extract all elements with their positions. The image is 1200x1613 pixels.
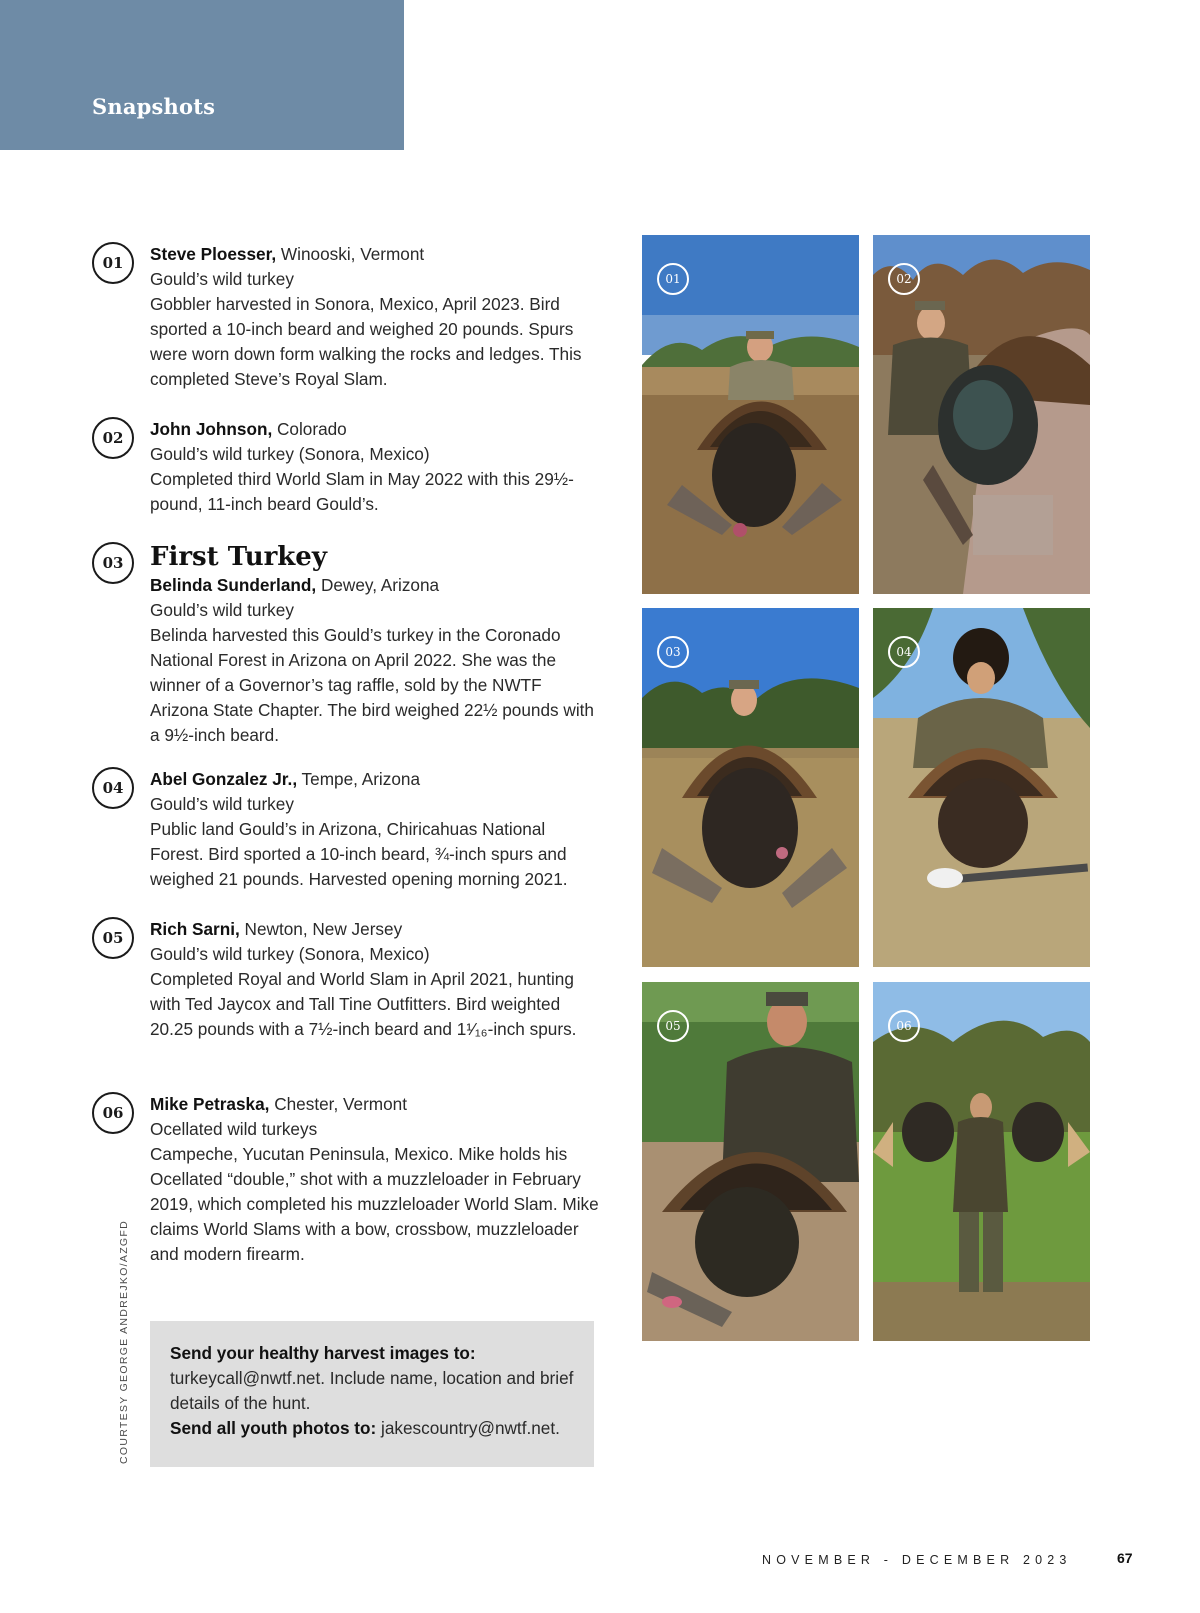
entry-name: Mike Petraska,: [150, 1094, 270, 1114]
entry-details: Completed third World Slam in May 2022 with this 29½-pound, 11-inch beard Gould’s.: [150, 469, 574, 514]
photo-number-badge: 03: [657, 636, 689, 668]
entry-details: Belinda harvested this Gould’s turkey in the Coronado National Forest in Arizona on April 2022. She was the winner of a Governor’s tag raffle, sold by the NWTF Arizona State Chapter. The bird weighed 22½ pounds with a 9½-inch beard.: [150, 625, 594, 745]
entry-number-badge: 04: [92, 767, 134, 809]
entry-details: Gobbler harvested in Sonora, Mexico, April 2023. Bird sported a 10-inch beard and weighed 20 pounds. Spurs were worn down form walking the rocks and ledges. This completed Steve’s Royal Slam.: [150, 294, 582, 389]
photo-05: [642, 982, 859, 1341]
entry-species: Gould’s wild turkey: [150, 794, 294, 814]
entry-name: Abel Gonzalez Jr.,: [150, 769, 298, 789]
entry-text: [150, 767, 600, 892]
entry-name: John Johnson,: [150, 419, 273, 439]
entry-details: Completed Royal and World Slam in April 2021, hunting with Ted Jaycox and Tall Tine Outfitters. Bird weighted 20.25 pounds with a 7½-inch beard and 1¹⁄₁₆-inch spurs.: [150, 969, 577, 1039]
photo-03: [642, 608, 859, 967]
entry-text: [150, 542, 600, 748]
page-number: 67: [1117, 1550, 1133, 1566]
entry-text: [150, 242, 600, 392]
entry-text: [150, 417, 600, 517]
entry-number-badge: 03: [92, 542, 134, 584]
entry-number-badge: 05: [92, 917, 134, 959]
entry-details: Campeche, Yucutan Peninsula, Mexico. Mike holds his Ocellated “double,” shot with a muzzleloader in February 2019, which completed his muzzleloader World Slam. Mike claims World Slams with a bow, crossbow, muzzleloader and modern firearm.: [150, 1144, 599, 1264]
entry-number-badge: 06: [92, 1092, 134, 1134]
entry-number-badge: 01: [92, 242, 134, 284]
photo-number-badge: 05: [657, 1010, 689, 1042]
youth-photos-label: Send all youth photos to:: [170, 1418, 377, 1438]
entry-location: Newton, New Jersey: [239, 919, 403, 939]
youth-photos-email: jakescountry@nwtf.net.: [376, 1418, 560, 1438]
submission-info-box: [150, 1321, 594, 1467]
entry-location: Winooski, Vermont: [276, 244, 425, 264]
first-turkey-heading: First Turkey: [150, 542, 327, 572]
photo-number-badge: 01: [657, 263, 689, 295]
section-title: Snapshots: [92, 94, 216, 119]
submission-body: turkeycall@nwtf.net. Include name, location and brief details of the hunt.: [170, 1368, 574, 1413]
photo-number-badge: 06: [888, 1010, 920, 1042]
entry-details: Public land Gould’s in Arizona, Chiricahuas National Forest. Bird sported a 10-inch beard, ¾-inch spurs and weighed 21 pounds. Harvested opening morning 2021.: [150, 819, 568, 889]
entry-name: Rich Sarni,: [150, 919, 240, 939]
entry-text: [150, 917, 600, 1042]
entry-species: Gould’s wild turkey: [150, 600, 294, 620]
entry-text: [150, 1092, 600, 1267]
photo-02: [873, 235, 1090, 594]
issue-date: NOVEMBER - DECEMBER 2023: [762, 1553, 1072, 1567]
photo-number-badge: 04: [888, 636, 920, 668]
photo-06: [873, 982, 1090, 1341]
entry-species: Ocellated wild turkeys: [150, 1119, 318, 1139]
photo-credit: COURTESY GEORGE ANDREJKO/AZGFD: [118, 1220, 130, 1464]
entry-location: Colorado: [272, 419, 347, 439]
entry-location: Dewey, Arizona: [316, 575, 440, 595]
entry-number-badge: 02: [92, 417, 134, 459]
entry-name: Steve Ploesser,: [150, 244, 277, 264]
photo-01: [642, 235, 859, 594]
entry-name: Belinda Sunderland,: [150, 575, 317, 595]
entry-species: Gould’s wild turkey: [150, 269, 294, 289]
photo-number-badge: 02: [888, 263, 920, 295]
submission-heading: Send your healthy harvest images to:: [170, 1343, 476, 1363]
photo-04: [873, 608, 1090, 967]
entry-location: Chester, Vermont: [269, 1094, 408, 1114]
entry-location: Tempe, Arizona: [297, 769, 421, 789]
entry-species: Gould’s wild turkey (Sonora, Mexico): [150, 444, 430, 464]
entry-species: Gould’s wild turkey (Sonora, Mexico): [150, 944, 430, 964]
section-header-block: [0, 0, 404, 150]
